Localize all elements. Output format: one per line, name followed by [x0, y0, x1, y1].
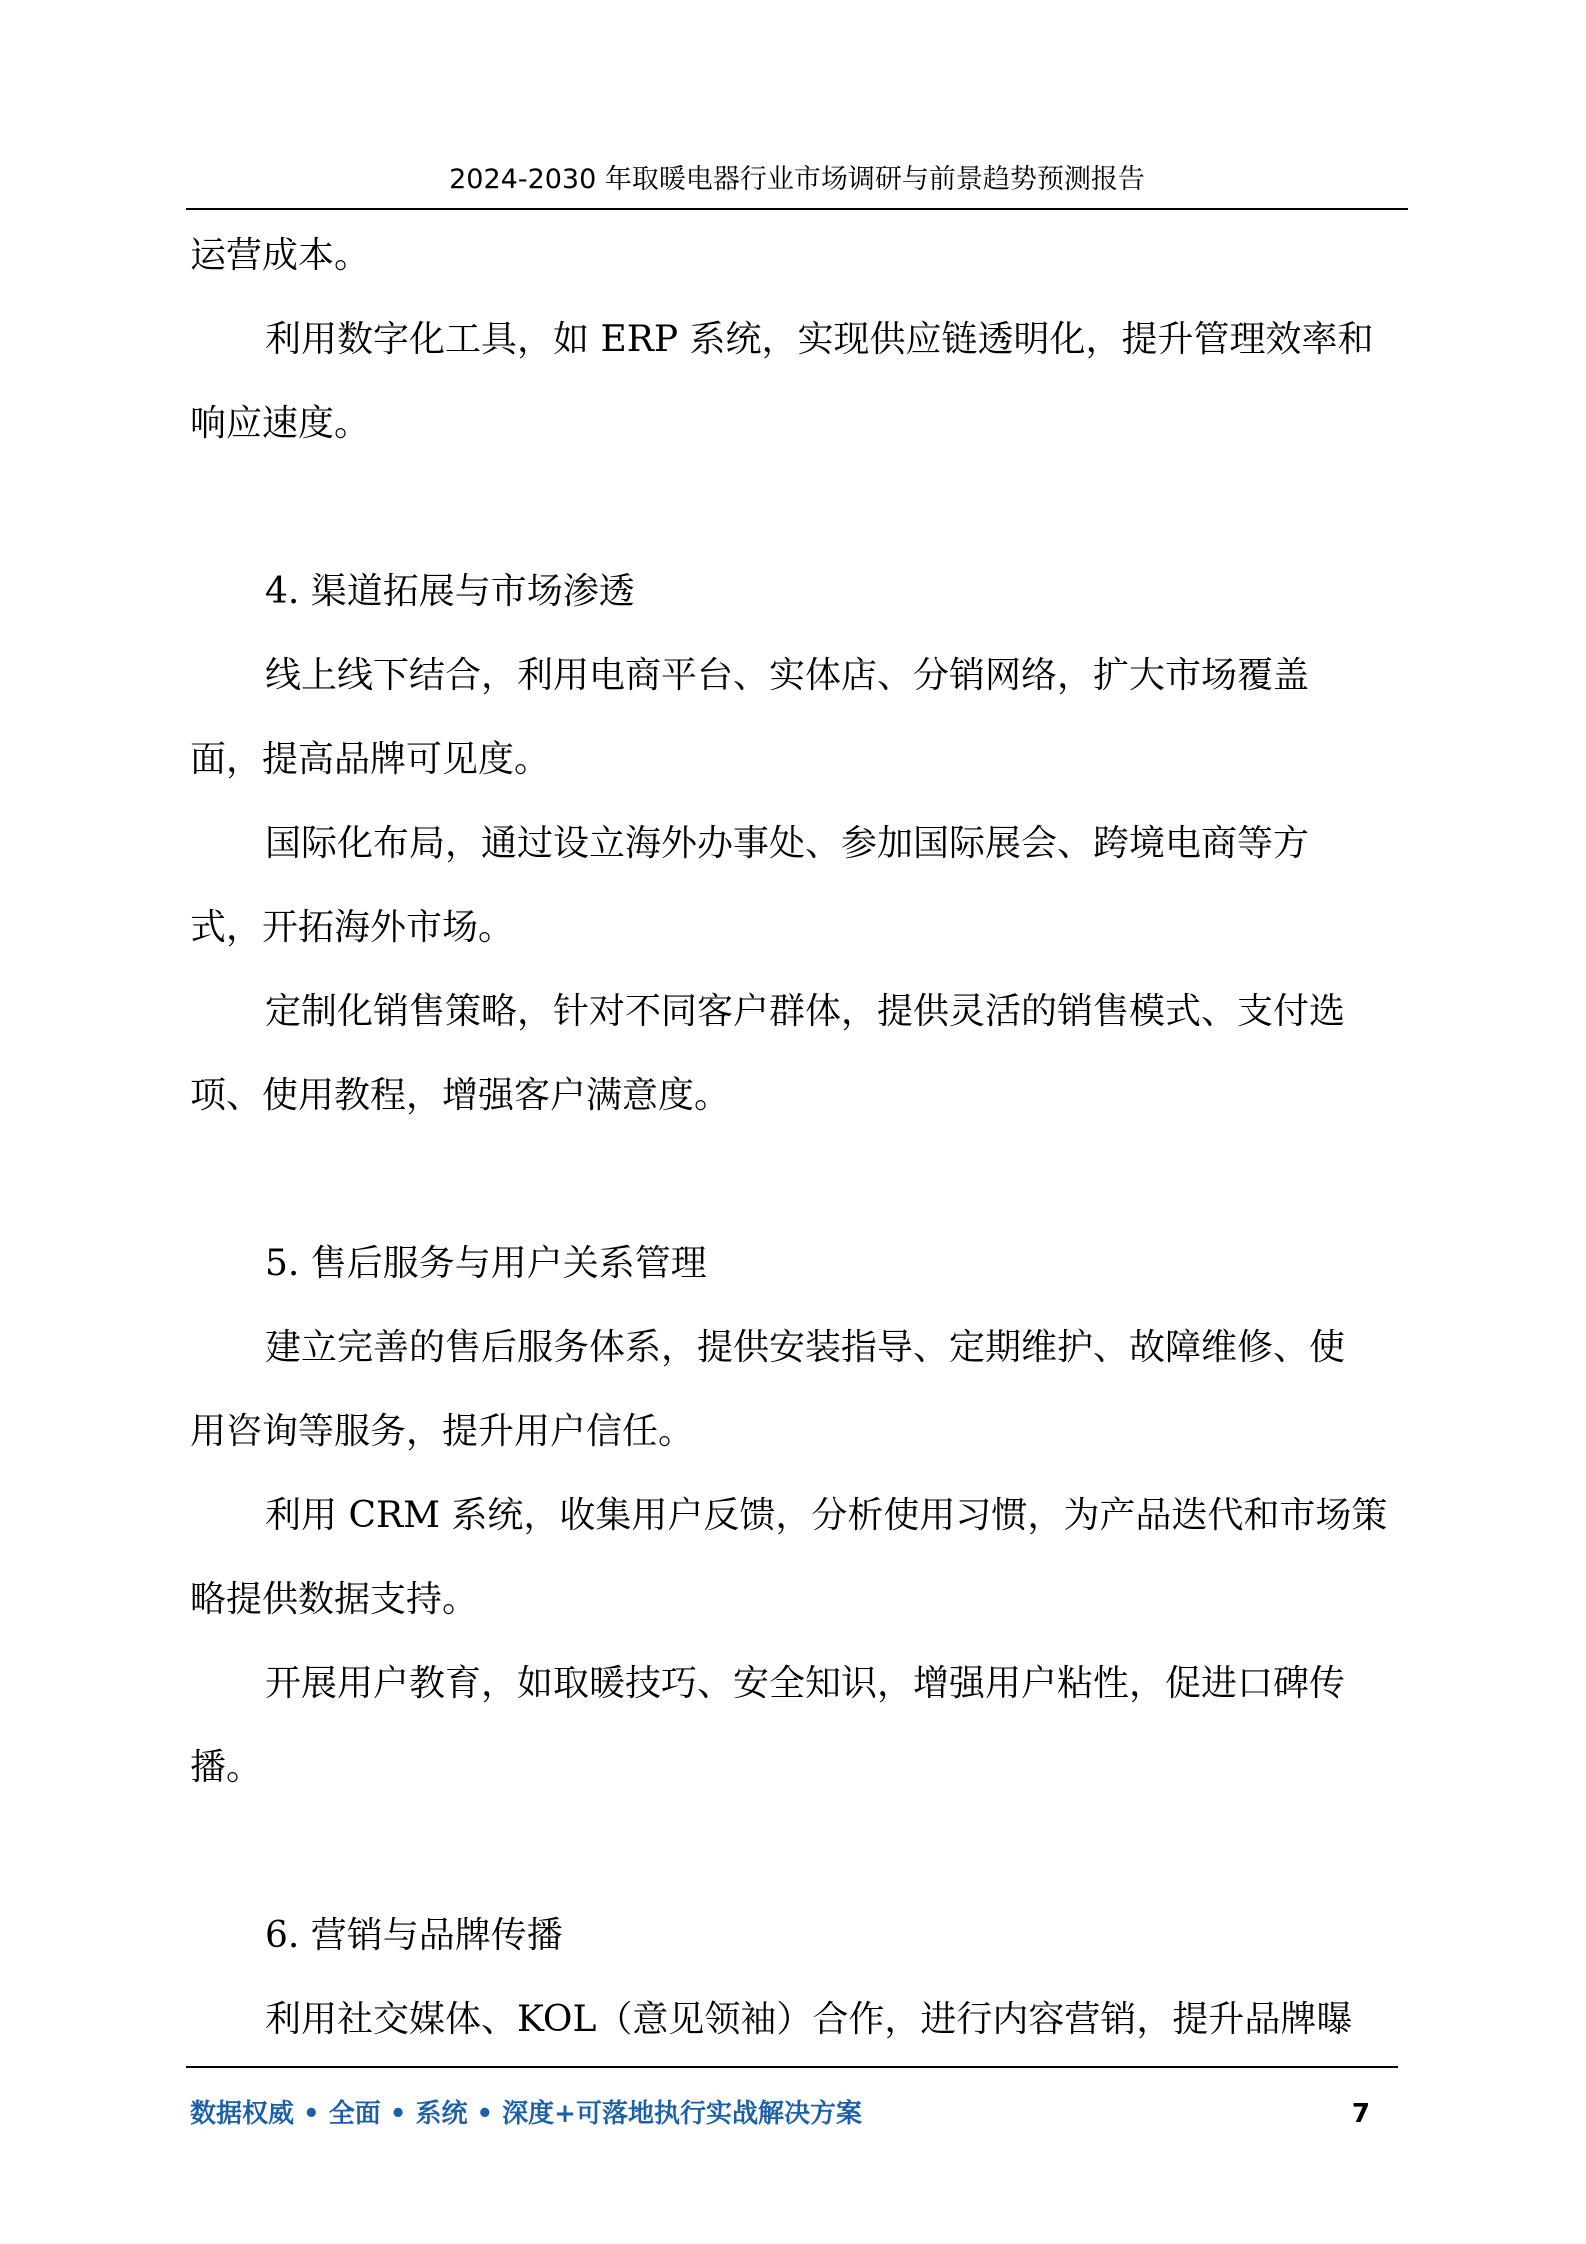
body-line: 运营成本。 [190, 235, 371, 276]
body-line: 国际化布局，通过设立海外办事处、参加国际展会、跨境电商等方 [265, 823, 1310, 864]
body-line: 播。 [190, 1747, 263, 1788]
body-line: 利用数字化工具，如 ERP 系统，实现供应链透明化，提升管理效率和 [265, 319, 1374, 360]
body-line: 项、使用教程，增强客户满意度。 [190, 1075, 731, 1116]
body-line: 利用 CRM 系统，收集用户反馈，分析使用习惯，为产品迭代和市场策 [265, 1495, 1388, 1536]
footer-slogan: 数据权威 • 全面 • 系统 • 深度+可落地执行实战解决方案 [190, 2099, 862, 2129]
body-line: 略提供数据支持。 [190, 1579, 479, 1620]
body-line: 利用社交媒体、KOL（意见领袖）合作，进行内容营销，提升品牌曝 [265, 1999, 1353, 2040]
body-line: 建立完善的售后服务体系，提供安装指导、定期维护、故障维修、使 [265, 1327, 1346, 1368]
section-heading: 4. 渠道拓展与市场渗透 [265, 571, 635, 612]
body-line: 响应速度。 [190, 403, 371, 444]
section-heading: 6. 营销与品牌传播 [265, 1915, 563, 1956]
body-line: 开展用户教育，如取暖技巧、安全知识，增强用户粘性，促进口碑传 [265, 1663, 1346, 1704]
body-line: 定制化销售策略，针对不同客户群体，提供灵活的销售模式、支付选 [265, 991, 1346, 1032]
body-line: 面，提高品牌可见度。 [190, 739, 551, 780]
body-line: 线上线下结合，利用电商平台、实体店、分销网络，扩大市场覆盖 [265, 655, 1310, 696]
body-line: 用咨询等服务，提升用户信任。 [190, 1411, 695, 1452]
page-number: 7 [1351, 2099, 1370, 2129]
footer-divider [186, 2066, 1398, 2068]
header-divider [186, 208, 1408, 210]
section-heading: 5. 售后服务与用户关系管理 [265, 1243, 707, 1284]
header-title: 2024-2030 年取暖电器行业市场调研与前景趋势预测报告 [449, 164, 1145, 195]
body-line: 式，开拓海外市场。 [190, 907, 515, 948]
